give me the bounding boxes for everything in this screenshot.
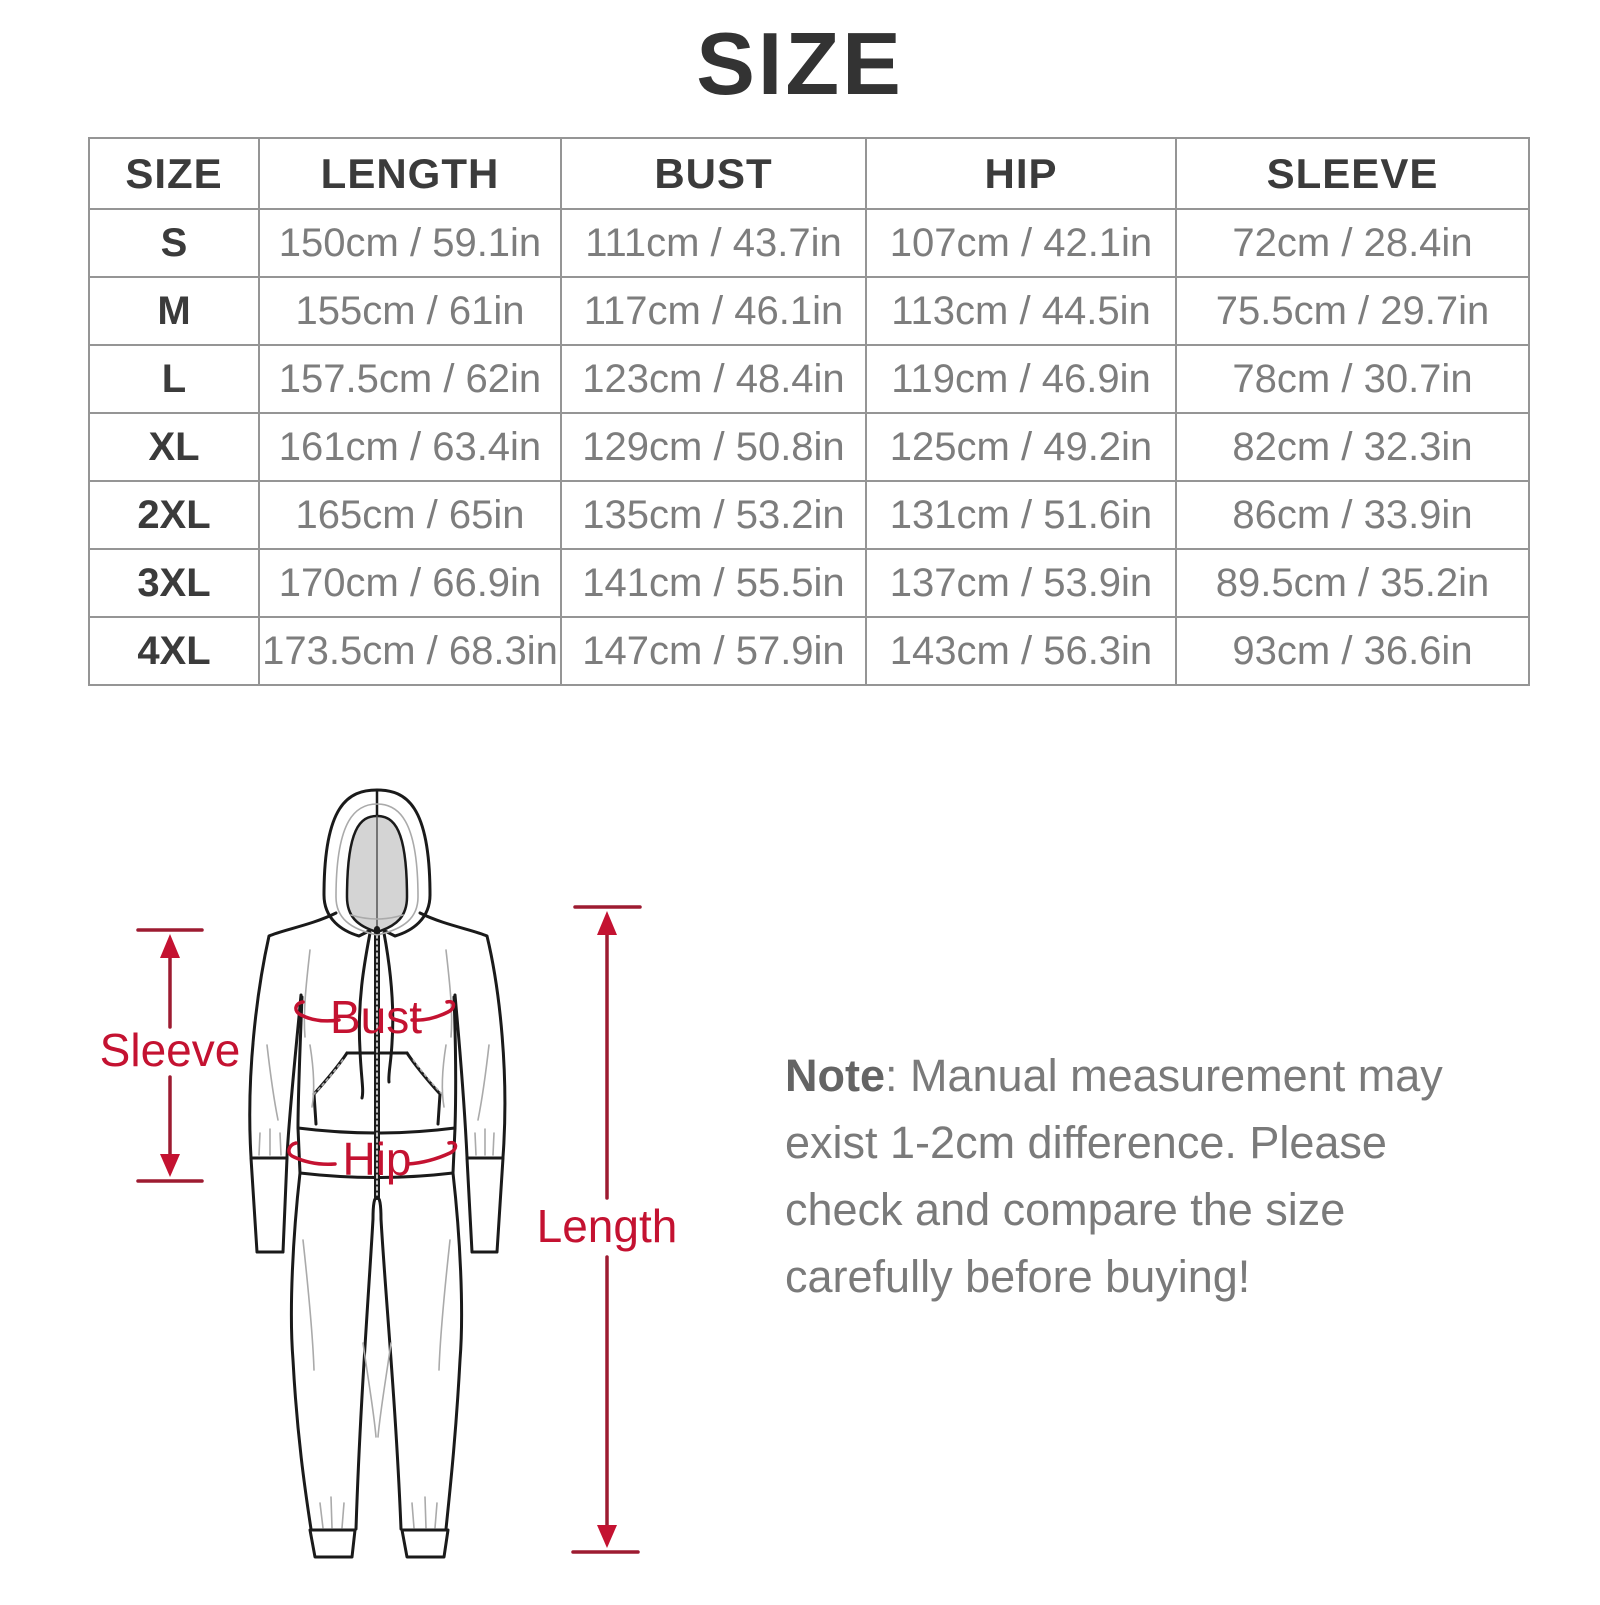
size-table-header-row: [89, 138, 1529, 209]
cell-hip: 137cm / 53.9in: [866, 549, 1176, 617]
cell-hip: 125cm / 49.2in: [866, 413, 1176, 481]
column-header-length: LENGTH: [259, 138, 561, 209]
cell-length: 161cm / 63.4in: [259, 413, 561, 481]
hip-label: Hip: [342, 1133, 412, 1185]
column-header-size: SIZE: [89, 138, 259, 209]
column-header-hip: HIP: [866, 138, 1176, 209]
cell-hip: 107cm / 42.1in: [866, 209, 1176, 277]
cell-size: S: [89, 209, 259, 277]
cell-sleeve: 72cm / 28.4in: [1176, 209, 1529, 277]
cell-sleeve: 86cm / 33.9in: [1176, 481, 1529, 549]
cell-length: 170cm / 66.9in: [259, 549, 561, 617]
note-line: check and compare the size: [785, 1184, 1346, 1235]
table-row: [89, 209, 1529, 277]
cell-hip: 143cm / 56.3in: [866, 617, 1176, 685]
cell-size: 2XL: [89, 481, 259, 549]
table-row: [89, 413, 1529, 481]
cell-sleeve: 93cm / 36.6in: [1176, 617, 1529, 685]
cell-length: 150cm / 59.1in: [259, 209, 561, 277]
cell-size: XL: [89, 413, 259, 481]
cell-bust: 117cm / 46.1in: [561, 277, 866, 345]
hip-annotation: [289, 1133, 456, 1185]
sleeve-label: Sleeve: [99, 1024, 241, 1076]
column-header-bust: BUST: [561, 138, 866, 209]
cell-sleeve: 78cm / 30.7in: [1176, 345, 1529, 413]
table-row: [89, 277, 1529, 345]
bust-annotation: [296, 991, 454, 1043]
cell-length: 157.5cm / 62in: [259, 345, 561, 413]
note-line: exist 1-2cm difference. Please: [785, 1117, 1387, 1168]
measurement-diagram: [60, 745, 760, 1605]
length-label: Length: [536, 1200, 678, 1252]
arrow-down-icon: [597, 1525, 617, 1548]
table-row: [89, 345, 1529, 413]
cell-bust: 141cm / 55.5in: [561, 549, 866, 617]
cell-length: 155cm / 61in: [259, 277, 561, 345]
arrow-up-icon: [160, 934, 180, 958]
cell-size: 4XL: [89, 617, 259, 685]
cell-length: 173.5cm / 68.3in: [259, 617, 561, 685]
cell-sleeve: 82cm / 32.3in: [1176, 413, 1529, 481]
cell-length: 165cm / 65in: [259, 481, 561, 549]
note-label: Note: [785, 1050, 885, 1101]
note-line: Note: Manual measurement may: [785, 1050, 1443, 1101]
table-row: [89, 481, 1529, 549]
arrow-down-icon: [160, 1154, 180, 1177]
table-row: [89, 617, 1529, 685]
sleeve-arrow: [100, 930, 241, 1181]
cell-hip: 113cm / 44.5in: [866, 277, 1176, 345]
cell-size: L: [89, 345, 259, 413]
cell-bust: 129cm / 50.8in: [561, 413, 866, 481]
note-line: carefully before buying!: [785, 1251, 1251, 1302]
cell-bust: 147cm / 57.9in: [561, 617, 866, 685]
length-arrow: [537, 907, 678, 1552]
cell-bust: 111cm / 43.7in: [561, 209, 866, 277]
cell-bust: 123cm / 48.4in: [561, 345, 866, 413]
cell-size: 3XL: [89, 549, 259, 617]
cell-hip: 119cm / 46.9in: [866, 345, 1176, 413]
size-table: [88, 137, 1530, 686]
table-row: [89, 549, 1529, 617]
cell-bust: 135cm / 53.2in: [561, 481, 866, 549]
note-text: [785, 1042, 1485, 1310]
bust-label: Bust: [329, 991, 423, 1043]
page-title: SIZE: [696, 14, 904, 113]
cell-sleeve: 89.5cm / 35.2in: [1176, 549, 1529, 617]
cell-sleeve: 75.5cm / 29.7in: [1176, 277, 1529, 345]
cell-size: M: [89, 277, 259, 345]
arrow-up-icon: [597, 911, 617, 935]
column-header-sleeve: SLEEVE: [1176, 138, 1529, 209]
cell-hip: 131cm / 51.6in: [866, 481, 1176, 549]
